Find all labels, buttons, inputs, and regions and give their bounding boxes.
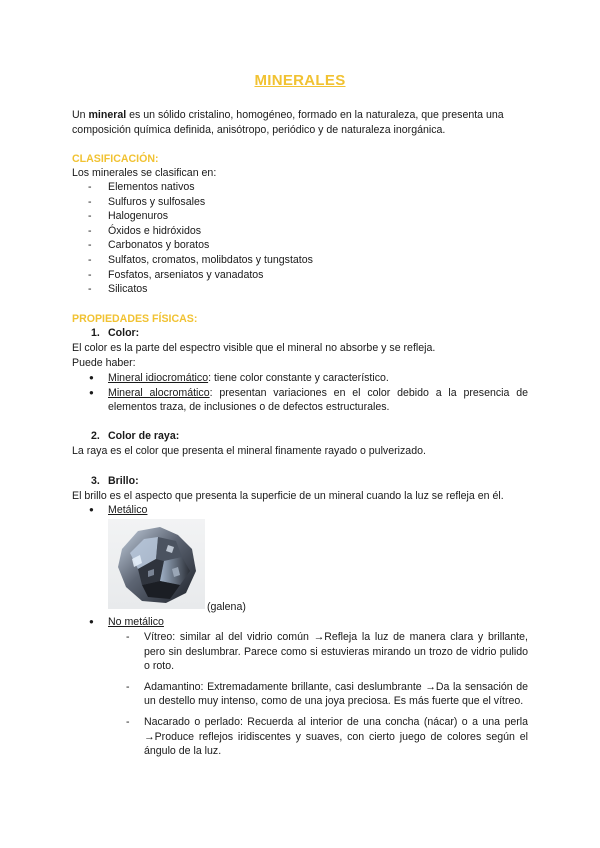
list-item: - Silicatos (72, 282, 313, 297)
raya-definition: La raya es el color que presenta el mineral finamente rayado o pulverizado. (72, 445, 426, 457)
raya-number: 2. (91, 430, 100, 442)
list-item: - Óxidos e hidróxidos (72, 224, 313, 239)
intro-paragraph (72, 108, 528, 137)
color-types-list (72, 371, 528, 415)
color-lead: Puede haber: (72, 357, 136, 369)
term-desc: : presentan variaciones en el color debido a la presencia de elementos traza, de inclusiones o de defectos estructurales. (108, 386, 528, 414)
page-title: MINERALES (254, 72, 346, 89)
list-item: - Vítreo: similar al del vidrio común →Refleja la luz de manera clara y brillante, pero sin deslumbrar. Parece como si estuvieras mirando un trozo de vidrio pulido o roto. (108, 630, 528, 674)
galena-mineral-image (108, 519, 205, 609)
list-item: - Halogenuros (72, 209, 313, 224)
brillo-title: Brillo: (108, 475, 139, 487)
list-item: - Nacarado o perlado: Recuerda al interior de una concha (nácar) o a una perla →Produce reflejos iridiscentes y suaves, con cierto juego de colores según el ángulo de la luz. (108, 715, 528, 759)
clasificacion-heading: CLASIFICACIÓN: (72, 153, 159, 165)
list-item: - Carbonatos y boratos (72, 238, 313, 253)
list-item: - Sulfatos, cromatos, molibdatos y tungstatos (72, 253, 313, 268)
raya-title: Color de raya: (108, 430, 180, 442)
color-heading (91, 326, 139, 341)
color-title: Color: (108, 327, 140, 339)
color-number: 1. (91, 327, 100, 339)
list-item: - Sulfuros y sulfosales (72, 195, 313, 210)
brillo-number: 3. (91, 475, 100, 487)
list-item: - Fosfatos, arseniatos y vanadatos (72, 268, 313, 283)
no-metalico-sublist (108, 630, 528, 765)
galena-caption: (galena) (207, 601, 246, 613)
propiedades-heading: PROPIEDADES FÍSICAS: (72, 313, 198, 325)
brillo-heading (91, 474, 139, 489)
intro-prefix: Un (72, 109, 89, 121)
clasificacion-lead: Los minerales se clasifican en: (72, 167, 217, 179)
list-item: - Adamantino: Extremadamente brillante, casi deslumbrante →Da la sensación de un destello muy intenso, como de una joya preciosa. Es más fuerte que el vítreo. (108, 680, 528, 709)
metalico-item (72, 503, 147, 518)
list-item: - Elementos nativos (72, 180, 313, 195)
term-alocromatico: Mineral alocromático (108, 386, 210, 399)
metalico-label: Metálico (108, 504, 148, 516)
term-idiocromatico: Mineral idiocromático (108, 372, 209, 384)
color-definition: El color es la parte del espectro visible que el mineral no absorbe y se refleja. (72, 342, 436, 354)
no-metalico-item (72, 615, 164, 630)
list-item (72, 371, 528, 386)
intro-rest: es un sólido cristalino, homogéneo, formado en la naturaleza, que presenta una composición química definida, anisótropo, periódico y de naturaleza inorgánica. (72, 109, 504, 136)
brillo-definition: El brillo es el aspecto que presenta la superficie de un mineral cuando la luz se refleja en él. (72, 490, 504, 502)
intro-bold-term: mineral (88, 109, 127, 121)
clasificacion-list (72, 180, 313, 297)
raya-heading (91, 429, 179, 444)
list-item (72, 386, 528, 415)
term-desc: : tiene color constante y característico. (208, 372, 389, 384)
no-metalico-label: No metálico (108, 616, 164, 628)
galena-photo-icon (108, 519, 205, 609)
